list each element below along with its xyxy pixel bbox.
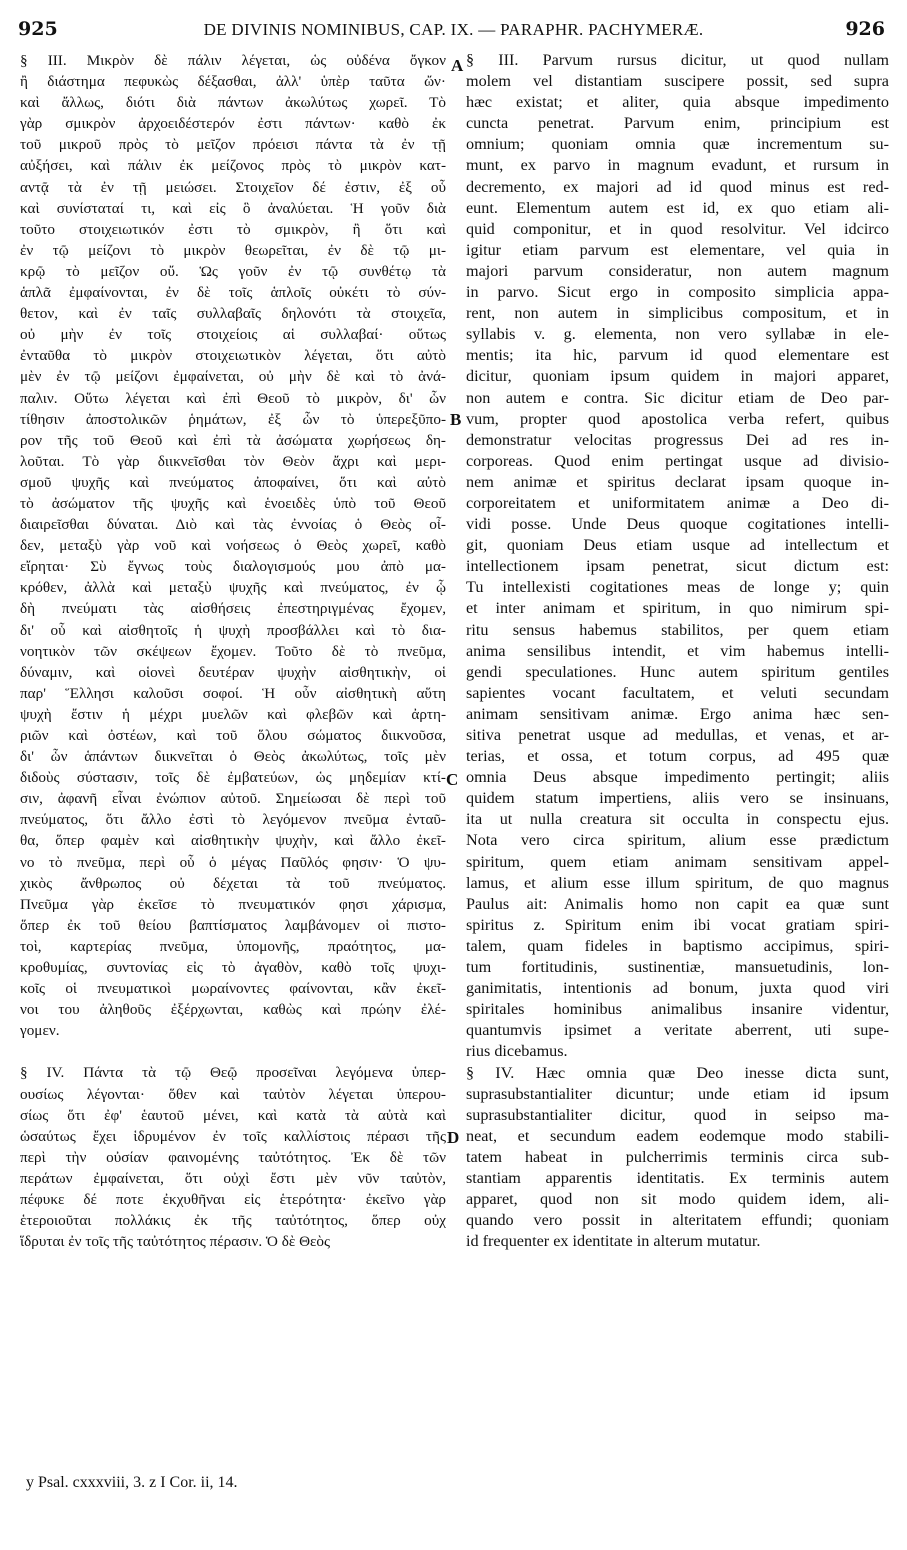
text-line: corporeas. Quod enim pertingat usque ad divisio-: [466, 451, 889, 470]
text-line: quando vero possit in alteritatem effundi; quoniam: [466, 1211, 889, 1230]
text-line: gendi speculationes. Hunc autem spiritum gentiles: [466, 662, 889, 681]
text-line: περάτων ἐμφαίνεται, ὅτι οὐχὶ ἔστι μὲν νῦν ταὐτὸν,: [20, 1169, 446, 1187]
text-line: οὐ μὴν ἐν τοῖς στοιχείοις αἱ συλλαβαί· οὕτως: [20, 326, 446, 344]
text-line: καὶ συνίσταταί τι, καὶ εἰς ὃ ἀναλύεται. Ἡ γοῦν διὰ: [20, 199, 446, 217]
text-line: tum fortitudinis, sustinentiæ, mansuetudinis, lon-: [466, 958, 889, 977]
text-line: πέφυκε δέ ποτε ἐκχυθῆναι εἰς ἑτερότητα· ἐκεῖνο γὰρ: [20, 1190, 446, 1208]
text-line: rius dicebamus.: [466, 1042, 568, 1061]
text-line: vidi posse. Unde Deus quoque cogitationes intelli-: [466, 515, 889, 534]
text-line: molem vel distantiam suscipere possit, sed supra: [466, 72, 889, 91]
text-line: κρόθεν, ἀλλὰ καὶ μεταξὺ ψυχῆς καὶ πνεύματος, ἐν ᾧ: [20, 579, 446, 597]
text-line: omnia Deus absque impedimento pertingit; aliis: [466, 768, 889, 787]
text-line: lamus, et alium esse illum spiritum, de quo magnus: [466, 873, 889, 892]
greek-column: [20, 50, 446, 1252]
text-line: omnium; quoniam omnia quæ incrementum su-: [466, 135, 889, 154]
text-line: § IV. Πάντα τὰ τῷ Θεῷ προσεῖναι λεγόμενα ὑπερ-: [20, 1064, 446, 1082]
text-line: θα, ὅπερ φαμὲν καὶ αἰσθητικὴν ψυχὴν, καὶ ἄλλο ἐκεῖ-: [20, 832, 446, 850]
page-header: [0, 18, 907, 46]
text-line: πνεύματος, ὅτι ἄλλο ἐστὶ τὸ λεγόμενον πνεῦμα ἐνταῦ-: [20, 811, 446, 829]
text-line: γὰρ σμικρὸν ἀρχοειδέστερόν ἐστι πάντων· καθὸ ἐκ: [20, 115, 446, 133]
text-line: igitur etiam parvum est elementare, vel quia in: [466, 240, 889, 259]
text-line: σμοῦ ψυχῆς καὶ πνεύματος ἀποφαίνει, ὅτι καὶ αὐτὸ: [20, 473, 446, 491]
text-line: nem animæ et spiritus declarat ipsam quoque in-: [466, 472, 889, 491]
text-line: § IV. Hæc omnia quæ Deo inesse dicta sunt,: [466, 1063, 889, 1082]
text-line: τοὶ, καρτερίας πνεῦμα, ὑπομονῆς, πραότητος, μα-: [20, 937, 446, 955]
text-line: git, quoniam Deus etiam usque ad intellectum et: [466, 536, 889, 555]
text-line: κοῖς οἱ πνευματικοὶ μωραίνοντες φαίνονται, κἂν ἐκεῖ-: [20, 980, 446, 998]
text-line: talem, quam fideles in baptismo accipimus, spiri-: [466, 936, 889, 955]
text-line: νο τὸ πνεῦμα, περὶ οὗ ὁ μέγας Παῦλός φησιν· Ὁ ψυ-: [20, 853, 446, 871]
text-line: suprasubstantialiter dicitur, quod in seipso ma-: [466, 1105, 889, 1124]
text-line: ἑτεροιοῦται πολλάκις ἐκ τῆς ταὐτότητος, ὅπερ οὐχ: [20, 1212, 446, 1230]
text-line: σίως ὅτι ἐφ' ἑαυτοῦ μένει, καὶ κατὰ τὰ αὐτὰ καὶ: [20, 1106, 446, 1124]
text-line: ita ut nulla creatura sit occulta in conspectu ejus.: [466, 810, 889, 829]
text-line: spiritum, quem etiam animam sensitivam appel-: [466, 852, 889, 871]
text-line: ἐν τῷ μείζονι τὸ μικρὸν θεωρεῖται, ἐν δὲ τῷ μι-: [20, 241, 446, 259]
text-line: λοῦται. Τὸ γὰρ διικνεῖσθαι τὸν Θεὸν ἄχρι καὶ μερι-: [20, 452, 446, 470]
text-line: animam sensitivam animæ. Ergo anima hæc sen-: [466, 704, 889, 723]
text-line: περὶ τὴν οὐσίαν φαινομένης ταὐτότητος. Ἐκ δὲ τῶν: [20, 1148, 446, 1166]
text-line: neat, et secundum eadem eodemque modo stabili-: [466, 1126, 889, 1145]
text-line: ganimitatis, intentionis ad bonum, juxta quod viri: [466, 979, 889, 998]
margin-marker-d: D: [447, 1128, 460, 1147]
text-line: sitiva penetrat usque ad medullas, et venas, et ar-: [466, 726, 889, 744]
text-line: intellectionem ipsam penetrat, sicut dictum est:: [466, 557, 889, 576]
text-line: non autem e contra. Sic dicitur etiam de Deo par-: [466, 388, 889, 407]
text-line: αὐξήσει, καὶ πάλιν ἐκ μείζονος πρὸς τὸ μικρὸν κατ-: [20, 157, 446, 175]
text-line: παρ' Ἕλλησι καλοῦσι σοφοί. Ἡ οὖν αἰσθητικὴ αὕτη: [20, 684, 446, 702]
text-line: ὅπερ ἐκ τοῦ θείου βαπτίσματος λαμβάνομεν οἱ πιστο-: [20, 916, 446, 934]
text-line: μὲν ἐν τῷ μείζονι ἐμφαίνεται, οὐ μὴν δὲ καὶ τὸ ἀνά-: [20, 368, 446, 386]
text-line: ὡσαύτως ἔχει ἱδρυμένον ἐν τοῖς καλλίστοις πέρασι τῆς: [20, 1127, 446, 1145]
text-line: αντᾷ τὰ ἐν τῇ μειώσει. Στοιχεῖον δέ ἐστιν, ἐξ οὗ: [20, 178, 446, 196]
text-line: majori parvum consideratur, non autem magnum: [466, 261, 889, 280]
text-line: δι' ὧν ἁπάντων διικνεῖται ὁ Θεὸς ἀκωλύτως, τοῖς μὲν: [20, 748, 446, 766]
text-line: demonstratur velocitas progressus Dei ad res in-: [466, 430, 889, 449]
text-line: Paulus ait: Animalis homo non capit ea quæ sunt: [466, 894, 889, 913]
text-line: ρον τῆς τοῦ Θεοῦ καὶ ἐπὶ τὰ ἀσώματα χωρήσεως δη-: [20, 431, 446, 449]
text-line: et inter animam et spiritum, in quo nimirum spi-: [466, 599, 889, 618]
text-line: syllabis v. g. elementa, non vero syllabæ in ele-: [466, 325, 889, 344]
text-line: γομεν.: [20, 1022, 60, 1040]
text-line: Nota vero circa spiritum, alium esse prædictum: [466, 831, 889, 850]
text-line: ριῶν καὶ ὀστέων, καὶ τοῦ ὅλου σώματος διικνοῦσα,: [20, 727, 446, 744]
margin-marker-a: A: [451, 56, 464, 75]
text-line: κρῷ τὸ μεῖζον οὔ. Ὡς γοῦν ἐν τῷ συνθέτῳ τὰ: [20, 262, 446, 280]
text-line: εἴρηται· Σὺ ἔγνως τοὺς διαλογισμούς μου ἀπὸ μα-: [20, 558, 446, 576]
text-line: cuncta penetrat. Parvum enim, principium est: [466, 114, 889, 133]
text-line: διαιρεῖσθαι δύναται. Διὸ καὶ τὰς ἐννοίας ὁ Θεὸς οἶ-: [20, 516, 446, 534]
text-line: Tu intellexisti cogitationes meas de longe y; quin: [466, 578, 889, 597]
text-line: hæc existat; et aliter, quia absque impedimento: [466, 93, 889, 112]
text-line: mentis; ita hic, parvum id quod elementare est: [466, 346, 889, 365]
margin-marker-c: C: [446, 770, 459, 789]
text-line: ἐνταῦθα τὸ μικρὸν στοιχειωτικὸν λέγεται, ὅτι αὐτὸ: [20, 347, 446, 365]
text-line: sapientes vocant facultatem, et veluti secundam: [466, 683, 889, 702]
text-line: κροθυμίας, συντονίας εἰς τὸ ἀγαθὸν, καθὸ τοῖς ψυχι-: [20, 959, 446, 977]
text-line: σιν, ἀφανῆ εἶναι ἐνώπιον αὐτοῦ. Σημείωσαι δὲ περὶ τοῦ: [20, 790, 446, 808]
text-line: Πνεῦμα γὰρ ἐκεῖσε τὸ πνευματικόν φησι χάρισμα,: [20, 895, 446, 913]
text-line: τὸ ἀσώματον τῆς ψυχῆς καὶ ἑνοειδὲς ὑπὸ τοῦ Θεοῦ: [20, 494, 446, 512]
text-line: quid componitur, et in quod resolvitur. Vel idcirco: [466, 219, 889, 238]
page-number-right: 926: [845, 18, 885, 40]
text-line: munt, ex parvo in magnum evadunt, et rursum in: [466, 156, 889, 175]
text-line: spiritus z. Spiritum enim ibi vocat gratiam spiri-: [466, 915, 889, 934]
text-line: id frequenter ex identitate in alterum mutatur.: [466, 1232, 761, 1251]
text-line: in parvo. Sicut ergo in composito simplicia appa-: [466, 283, 889, 302]
text-line: decremento, ex majori ad id quod minus est red-: [466, 177, 889, 196]
text-line: § III. Μικρὸν δὲ πάλιν λέγεται, ὡς οὐδένα ὄγκον: [20, 52, 446, 69]
text-line: ουσίως λέγονται· ὅθεν καὶ ταὐτὸν λέγεται ὑπερου-: [20, 1085, 446, 1103]
text-line: eunt. Elementum autem est id, ex quo etiam ali-: [466, 198, 889, 217]
text-line: rent, non autem in simplicibus compositum, et in: [466, 304, 889, 323]
text-line: νοι του ἀληθοῦς ἐξέρχωνται, καθὼς καὶ πρώην ἐλέ-: [20, 1001, 446, 1019]
text-line: δύναμιν, καὶ οἱονεὶ δευτέραν ψυχὴν αἰσθητικὴν, οἱ: [20, 663, 446, 681]
text-line: διδοὺς σύστασιν, τοῖς δὲ ἐμβατεύων, ὡς μηδεμίαν κτί-: [20, 769, 446, 787]
text-line: dicitur, quoniam ipsum quidem in majori apparet,: [466, 367, 889, 386]
page-number-left: 925: [18, 18, 58, 40]
text-line: δι' οὗ καὶ αἰσθητοῖς ἡ ψυχὴ προσβάλλει καὶ τὸ δια-: [20, 621, 446, 639]
text-line: παλιν. Οὕτω λέγεται καὶ ἐπὶ Θεοῦ τὸ μικρὸν, δι' ὧν: [20, 389, 446, 407]
text-line: tatem habeat in pulcherrimis terminis circa sub-: [466, 1147, 889, 1166]
text-line: ἢ διάστημα πεφυκὼς δέξασθαι, ἀλλ' ὑπὲρ ταῦτα ὤν·: [20, 73, 446, 91]
text-line: ritu sensus habemus stabilitos, per quem etiam: [466, 620, 889, 639]
text-line: καὶ ἄλλως, διότι διὰ πάντων ἀκωλύτως χωρεῖ. Τὸ: [20, 94, 446, 112]
text-line: quantumvis ipsimet a veritate aberrent, uti supe-: [466, 1021, 889, 1040]
text-line: quidem statum impertiens, aliis vero se insinuans,: [466, 789, 889, 808]
text-line: τοῦτο στοιχειωτικόν ἐστι τὸ σμικρὸν, ἢ ὅτι καὶ: [20, 220, 446, 238]
running-title: DE DIVINIS NOMINIBUS, CAP. IX. — PARAPHR. PACHYMERÆ.: [203, 20, 704, 39]
text-line: τοῦ μικροῦ πρὸς τὸ μεῖζον πρόεισι πάντα τὰ ἐν τῇ: [20, 136, 446, 154]
text-line: ἁπλᾶ ἐμφαίνονται, ἐν δὲ τοῖς ἁπλοῖς οὐκέτι τὸ σύν-: [20, 284, 446, 302]
text-line: apparet, quod non sit modo quidem idem, ali-: [466, 1190, 889, 1209]
text-line: ψυχὴ ἔστιν ἡ μέχρι μυελῶν καὶ φλεβῶν καὶ ἀρτη-: [20, 705, 446, 723]
text-line: terias, et ossa, et totum corpus, ad 495 quæ: [466, 747, 889, 766]
text-line: χικὸς ἄνθρωπος οὐ δέχεται τὰ τοῦ πνεύματος.: [20, 874, 446, 892]
footnotes: y Psal. cxxxviii, 3. z I Cor. ii, 14.: [26, 1474, 238, 1491]
text-line: τίθησιν ἀποστολικῶν ῥημάτων, ἐξ ὧν τὸ ὑπερεξῦπο-: [20, 410, 446, 428]
text-line: anima sensilibus intendit, et vim habemus intelli-: [466, 641, 889, 660]
text-line: θετον, καὶ ἐν ταῖς συλλαβαῖς δηλονότι τὰ στοιχεῖα,: [20, 305, 446, 323]
margin-marker-b: B: [450, 410, 462, 429]
text-line: § III. Parvum rursus dicitur, ut quod nullam: [466, 51, 889, 69]
text-line: νοητικὸν τῶν σκέψεων ἔχομεν. Τοῦτο δὲ τὸ πνεῦμα,: [20, 642, 446, 660]
text-line: δὴ πνεύματι τὰς αἰσθήσεις ἐπεστηριγμένας ἔχομεν,: [20, 600, 446, 618]
latin-column: [466, 50, 889, 1252]
text-line: spiritales hominibus animalibus insanire videntur,: [466, 1000, 889, 1019]
text-line: suprasubstantialiter dicuntur; unde etiam id ipsum: [466, 1084, 889, 1103]
paragraph-gap: [20, 1041, 446, 1062]
text-line: stantiam apparentis identitatis. Ex terminis autem: [466, 1168, 889, 1187]
text-line: δεν, μεταξὺ γὰρ νοῦ καὶ νοήσεως ὁ Θεὸς χωρεῖ, καθὸ: [20, 537, 446, 555]
text-line: ἵδρυται ἐν τοῖς τῆς ταὐτότητος πέρασιν. Ὁ δὲ Θεὸς: [20, 1233, 331, 1251]
text-line: vum, propter quod apostolica verba refert, quibus: [466, 409, 889, 428]
text-line: corporeitatem et uniformitatem animæ a Deo di-: [466, 493, 889, 512]
